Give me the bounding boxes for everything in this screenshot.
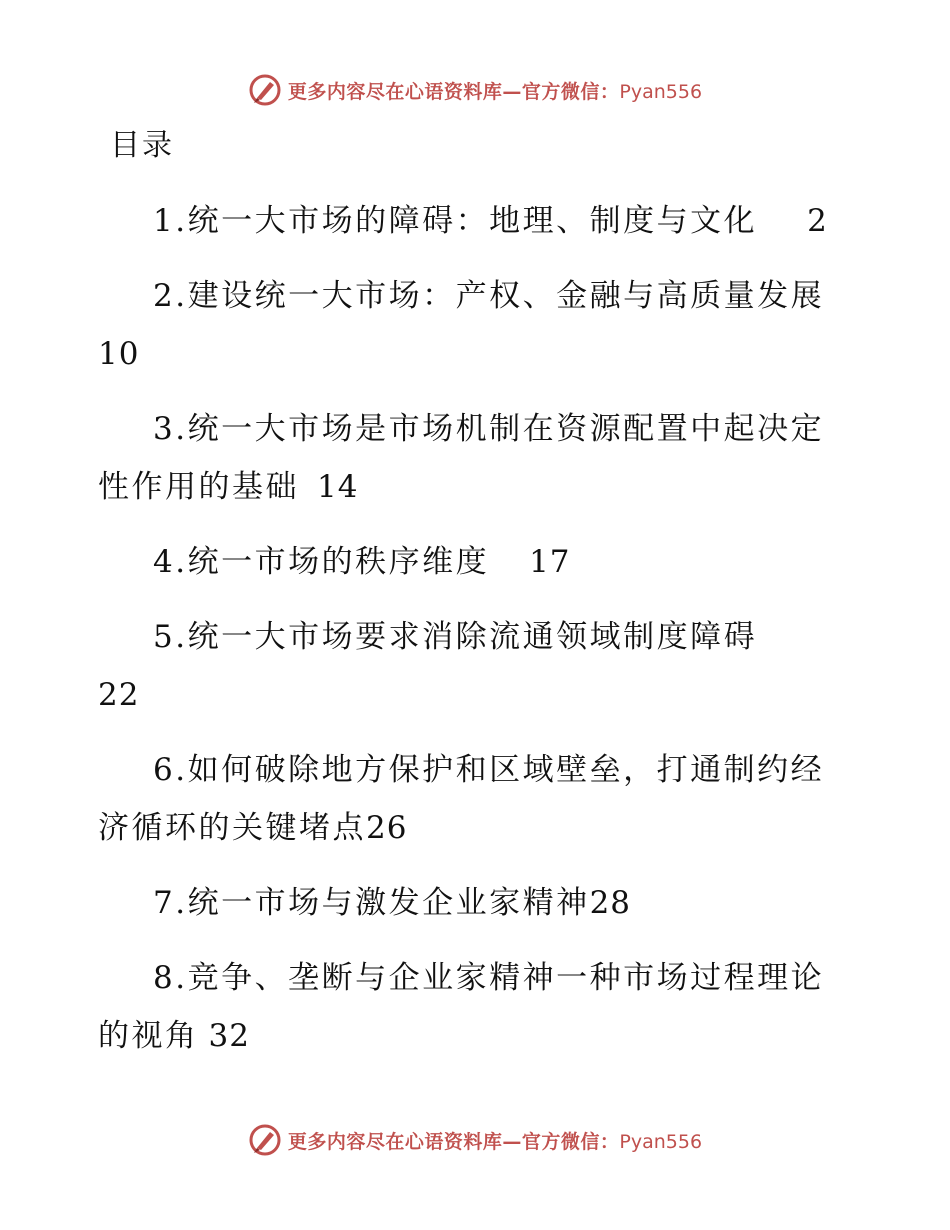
header-banner-text: 更多内容尽在心语资料库—官方微信：Pyan556	[287, 80, 703, 103]
toc-entry-page: 2	[807, 203, 828, 239]
table-of-contents	[98, 192, 843, 1082]
toc-entry-text: 5.统一大市场要求消除流通领域制度障碍	[153, 619, 758, 655]
footer-wechat-id: Pyan556	[619, 1130, 703, 1153]
header-wechat-id: Pyan556	[619, 80, 703, 103]
toc-entry-page: 22	[98, 677, 140, 713]
toc-entry-text: 3.统一大市场是市场机制在资源配置中起决定性作用的基础	[98, 411, 825, 505]
toc-entry-text: 4.统一市场的秩序维度	[153, 544, 490, 580]
toc-entry-text: 7.统一市场与激发企业家精神	[153, 885, 590, 921]
toc-entry[interactable]	[98, 267, 843, 383]
toc-entry-page: 10	[98, 336, 140, 372]
toc-entry[interactable]	[98, 192, 843, 250]
toc-entry[interactable]	[98, 608, 843, 724]
toc-entry-text: 6.如何破除地方保护和区域壁垒，打通制约经济循环的关键堵点	[98, 752, 825, 846]
toc-entry[interactable]	[98, 874, 843, 932]
toc-entry-page: 26	[366, 810, 408, 846]
toc-entry-page: 28	[589, 885, 632, 921]
toc-entry[interactable]	[98, 949, 843, 1065]
header-watermark-banner	[0, 70, 950, 110]
footer-banner-text: 更多内容尽在心语资料库—官方微信：Pyan556	[287, 1130, 703, 1153]
quill-pen-logo-icon	[248, 73, 282, 107]
quill-pen-logo-icon	[248, 1123, 282, 1157]
toc-entry[interactable]	[98, 533, 843, 591]
toc-entry-text: 8.竞争、垄断与企业家精神一种市场过程理论的视角	[98, 960, 825, 1054]
toc-entry[interactable]	[98, 741, 843, 857]
footer-watermark-banner	[0, 1120, 950, 1160]
toc-entry-page: 14	[317, 469, 359, 505]
toc-entry-page: 17	[529, 544, 571, 580]
toc-entry-text: 1.统一大市场的障碍：地理、制度与文化	[153, 203, 758, 239]
toc-entry[interactable]	[98, 400, 843, 516]
toc-entry-text: 2.建设统一大市场：产权、金融与高质量发展	[153, 278, 825, 314]
toc-entry-page: 32	[208, 1018, 250, 1054]
toc-title: 目录	[110, 128, 174, 163]
